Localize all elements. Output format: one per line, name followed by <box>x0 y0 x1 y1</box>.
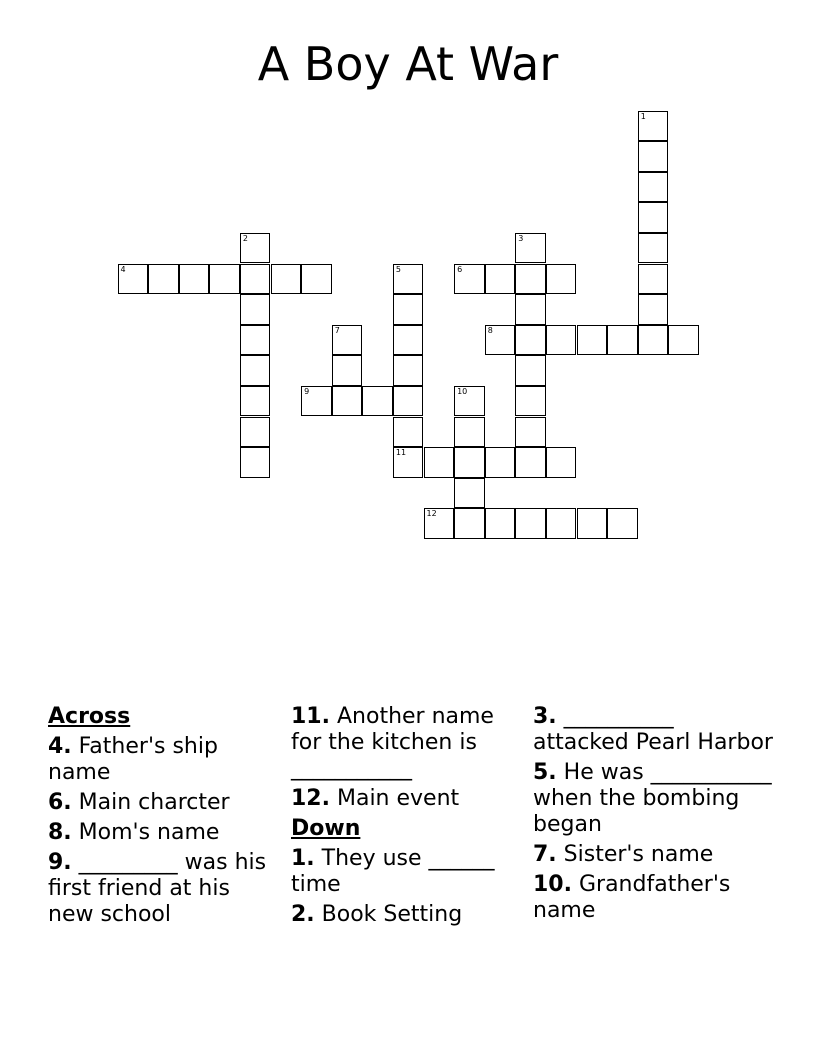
grid-cell[interactable] <box>515 386 546 417</box>
grid-cell[interactable] <box>240 417 271 448</box>
grid-cell[interactable] <box>240 264 271 295</box>
grid-cell[interactable] <box>454 447 485 478</box>
grid-cell[interactable] <box>515 294 546 325</box>
clue-text: Main charcter <box>78 790 230 815</box>
cell-number: 7 <box>334 325 340 335</box>
cell-number: 9 <box>304 386 310 396</box>
clue-text: Main event <box>336 786 460 811</box>
grid-cell[interactable] <box>454 386 485 417</box>
grid-cell[interactable] <box>638 233 669 264</box>
grid-cell[interactable] <box>393 294 424 325</box>
grid-cell[interactable] <box>485 325 516 356</box>
clue-text: __________ attacked Pearl Harbor <box>533 704 773 755</box>
across-heading: Across <box>48 704 131 729</box>
grid-cell[interactable] <box>546 508 577 539</box>
clue-across-11 <box>291 704 523 782</box>
clue-down-1 <box>291 846 523 898</box>
grid-cell[interactable] <box>485 508 516 539</box>
cell-number: 11 <box>395 448 407 458</box>
grid-cell[interactable] <box>515 233 546 264</box>
grid-cell[interactable] <box>179 264 210 295</box>
grid-cell[interactable] <box>546 325 577 356</box>
grid-cell[interactable] <box>240 386 271 417</box>
grid-cell[interactable] <box>240 447 271 478</box>
grid-cell[interactable] <box>485 447 516 478</box>
grid-cell[interactable] <box>454 264 485 295</box>
grid-cell[interactable] <box>668 325 699 356</box>
cell-number: 2 <box>242 233 248 243</box>
puzzle-title: A Boy At War <box>257 37 559 91</box>
cell-number: 6 <box>457 264 463 274</box>
clue-number: 11. <box>291 704 330 729</box>
grid-cell[interactable] <box>515 417 546 448</box>
clues-column-3 <box>533 704 773 928</box>
clue-number: 2. <box>291 902 315 927</box>
grid-cell[interactable] <box>240 325 271 356</box>
grid-cell[interactable] <box>454 478 485 509</box>
grid-cell[interactable] <box>515 447 546 478</box>
cell-number: 8 <box>487 325 493 335</box>
clue-across-4 <box>48 734 280 786</box>
clues-column-1 <box>48 704 280 932</box>
grid-cell[interactable] <box>240 355 271 386</box>
grid-cell[interactable] <box>271 264 302 295</box>
grid-cell[interactable] <box>393 386 424 417</box>
grid-cell[interactable] <box>485 264 516 295</box>
grid-cell[interactable] <box>638 172 669 203</box>
grid-cell[interactable] <box>393 325 424 356</box>
grid-cell[interactable] <box>638 294 669 325</box>
grid-cell[interactable] <box>546 264 577 295</box>
clue-across-9 <box>48 850 280 928</box>
clue-number: 1. <box>291 846 315 871</box>
grid-cell[interactable] <box>638 264 669 295</box>
grid-cell[interactable] <box>577 508 608 539</box>
grid-cell[interactable] <box>638 111 669 142</box>
clue-text: Father's ship name <box>48 734 218 785</box>
clue-number: 5. <box>533 760 557 785</box>
grid-cell[interactable] <box>301 264 332 295</box>
grid-cell[interactable] <box>607 508 638 539</box>
clue-text: Another name for the kitchen is ___________ <box>291 704 494 781</box>
cell-number: 5 <box>395 264 401 274</box>
grid-cell[interactable] <box>638 141 669 172</box>
grid-cell[interactable] <box>454 417 485 448</box>
cell-number: 3 <box>518 233 524 243</box>
clue-text: Mom's name <box>78 820 220 845</box>
clue-text: Sister's name <box>563 842 714 867</box>
grid-cell[interactable] <box>393 447 424 478</box>
clue-text: Book Setting <box>321 902 463 927</box>
clue-down-7 <box>533 842 773 868</box>
grid-cell[interactable] <box>454 508 485 539</box>
cell-number: 10 <box>457 386 468 396</box>
grid-cell[interactable] <box>362 386 393 417</box>
clue-number: 3. <box>533 704 557 729</box>
grid-cell[interactable] <box>424 508 455 539</box>
clue-text: Grandfather's name <box>533 872 731 923</box>
down-heading: Down <box>291 816 361 841</box>
clue-number: 12. <box>291 786 330 811</box>
grid-cell[interactable] <box>301 386 332 417</box>
grid-cell[interactable] <box>118 264 149 295</box>
clue-down-3 <box>533 704 773 756</box>
grid-cell[interactable] <box>546 447 577 478</box>
clue-across-6 <box>48 790 280 816</box>
clue-down-10 <box>533 872 773 924</box>
cell-number: 1 <box>640 111 646 121</box>
grid-cell[interactable] <box>240 294 271 325</box>
cell-number: 4 <box>120 264 126 274</box>
grid-cell[interactable] <box>332 355 363 386</box>
grid-cell[interactable] <box>332 386 363 417</box>
grid-cell[interactable] <box>515 325 546 356</box>
clue-number: 7. <box>533 842 557 867</box>
clue-number: 4. <box>48 734 72 759</box>
grid-cell[interactable] <box>393 417 424 448</box>
clue-text: He was ___________ when the bombing began <box>533 760 772 837</box>
cell-number: 12 <box>426 509 437 519</box>
grid-cell[interactable] <box>148 264 179 295</box>
grid-cell[interactable] <box>607 325 638 356</box>
clue-across-12 <box>291 786 523 812</box>
grid-cell[interactable] <box>424 447 455 478</box>
clue-number: 6. <box>48 790 72 815</box>
grid-cell[interactable] <box>577 325 608 356</box>
grid-cell[interactable] <box>515 264 546 295</box>
clues-column-2 <box>291 704 523 932</box>
clue-down-2 <box>291 902 523 928</box>
grid-cell[interactable] <box>393 264 424 295</box>
grid-cell[interactable] <box>393 355 424 386</box>
clue-text: _________ was his first friend at his new school <box>48 850 267 927</box>
clue-number: 8. <box>48 820 72 845</box>
grid-cell[interactable] <box>209 264 240 295</box>
clue-number: 9. <box>48 850 72 875</box>
grid-cell[interactable] <box>332 325 363 356</box>
grid-cell[interactable] <box>240 233 271 264</box>
grid-cell[interactable] <box>515 355 546 386</box>
grid-cell[interactable] <box>515 508 546 539</box>
grid-cell[interactable] <box>638 325 669 356</box>
clue-text: They use ______ time <box>291 846 495 897</box>
clue-down-5 <box>533 760 773 838</box>
clue-number: 10. <box>533 872 572 897</box>
grid-cell[interactable] <box>638 202 669 233</box>
clue-across-8 <box>48 820 280 846</box>
